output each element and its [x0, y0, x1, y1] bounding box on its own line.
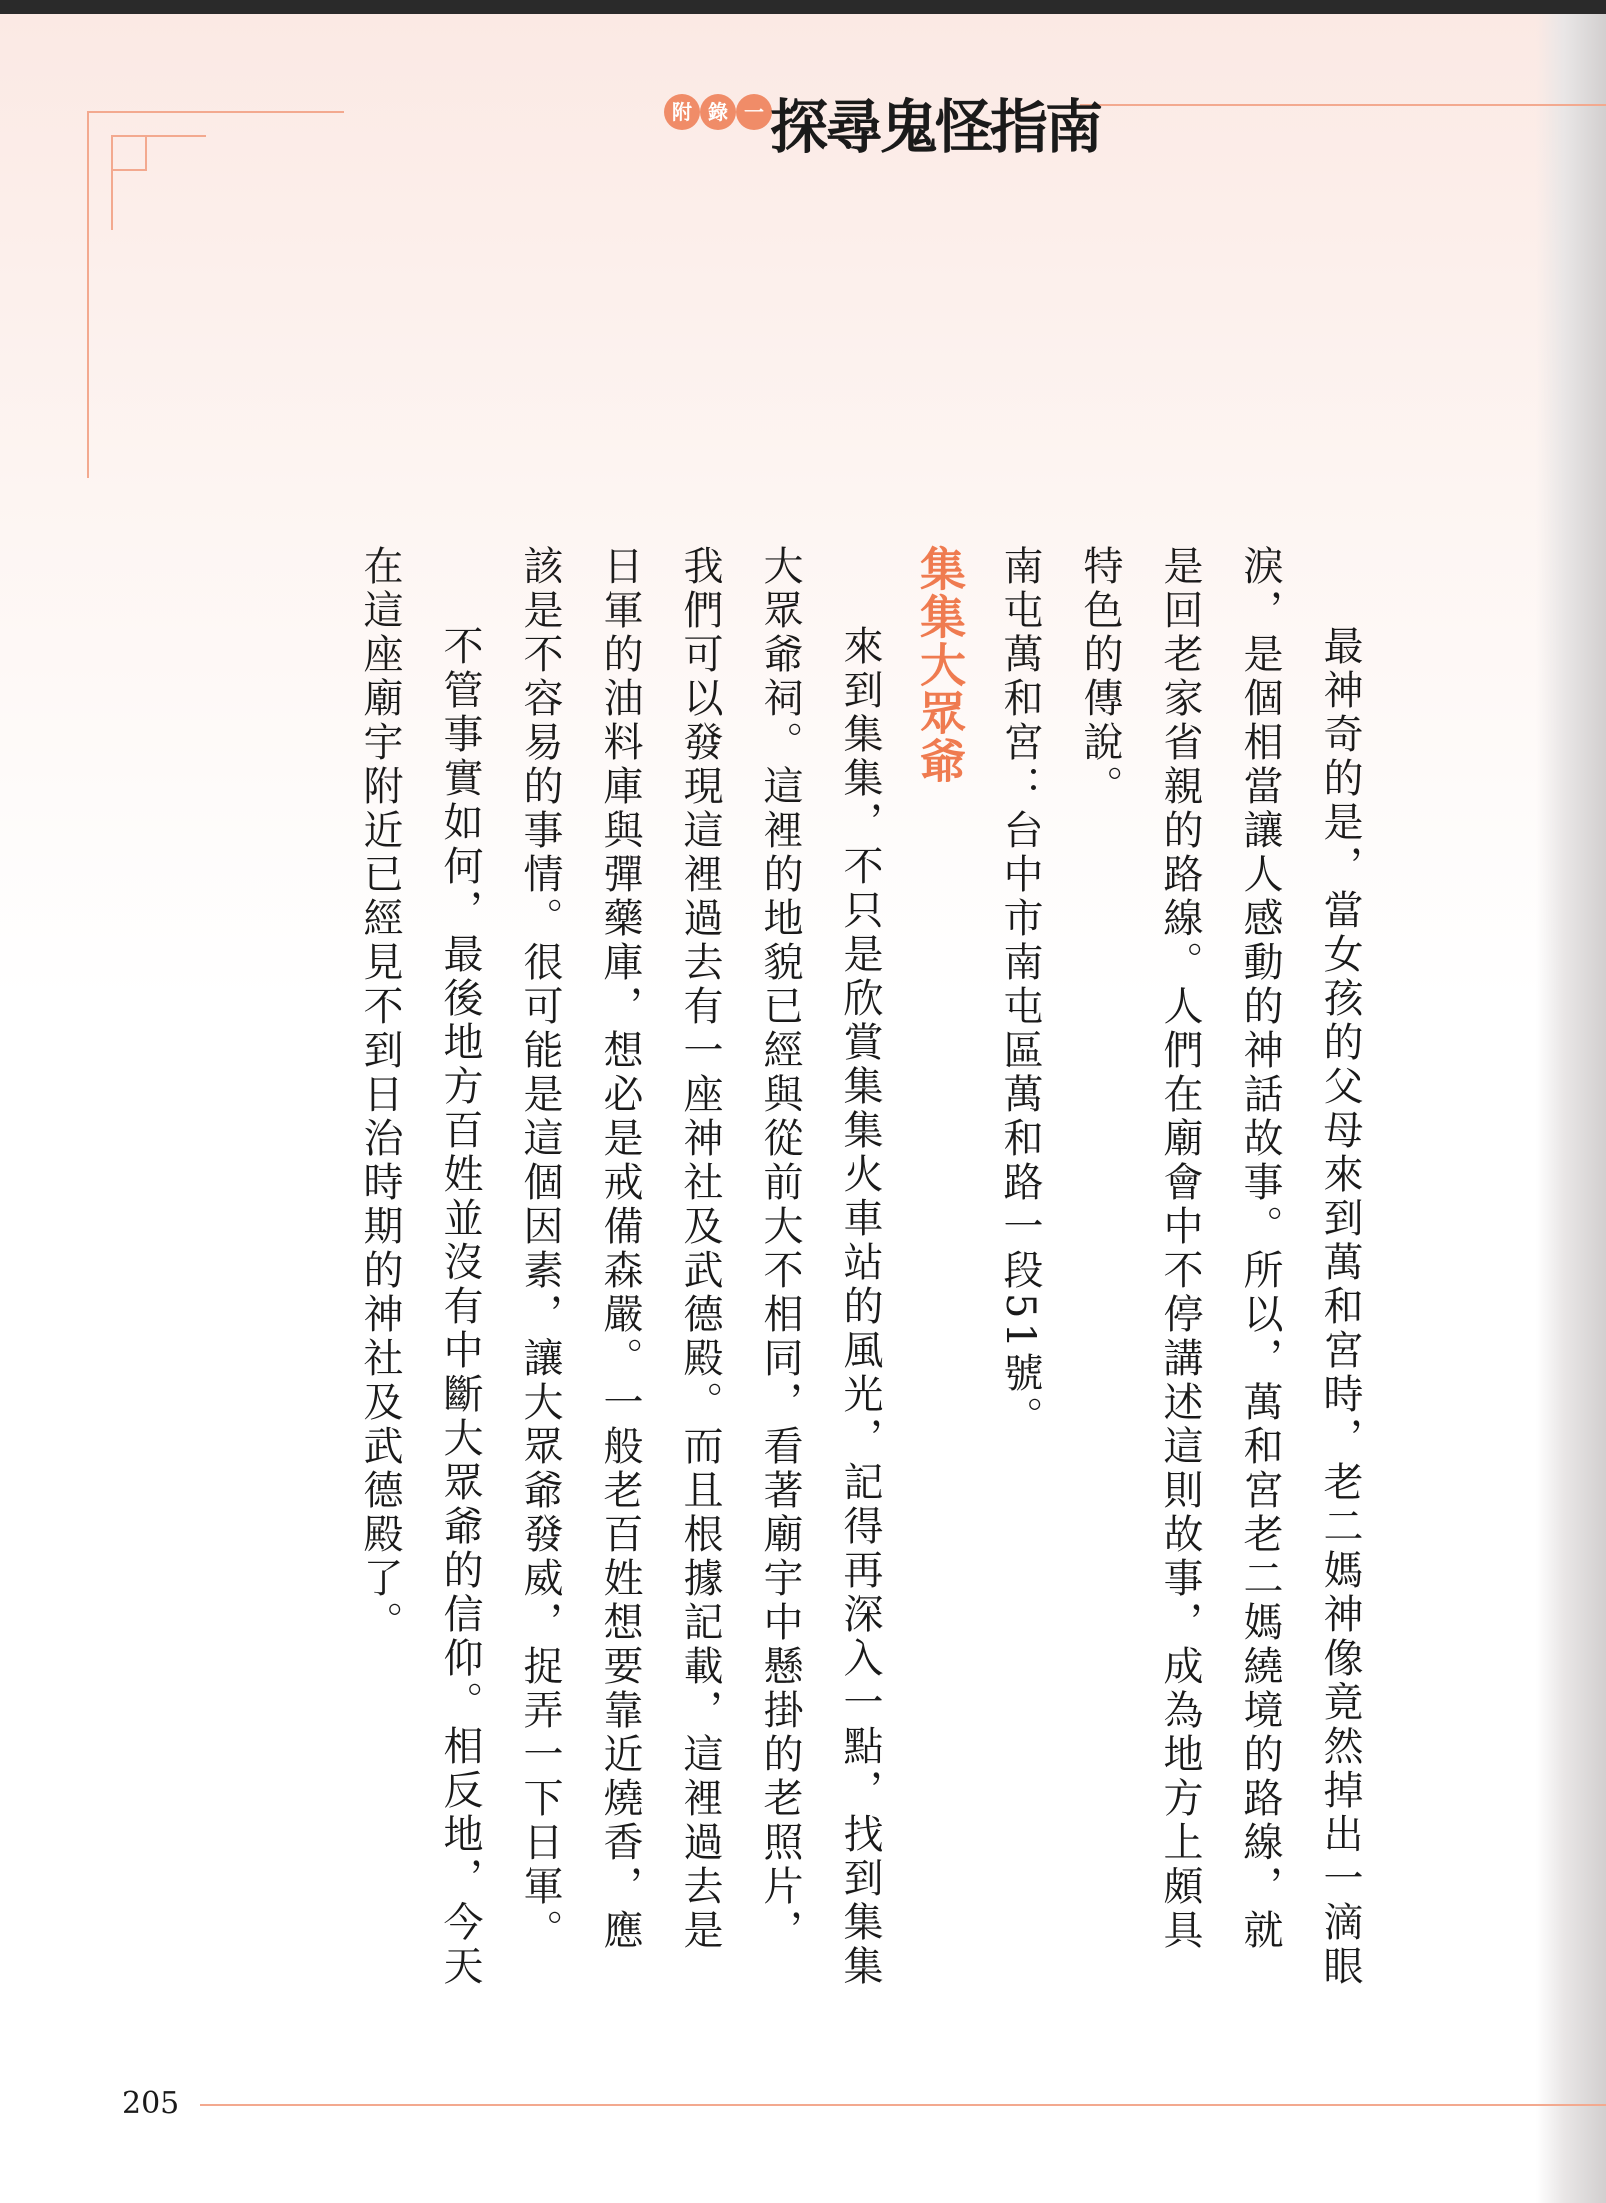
paragraph: 不管事實如何，最後地方百姓並沒有中斷大眾爺的信仰。相反地，今天在這座廟宇附近已經見不到日治時期的神社及武德殿了。 [357, 545, 483, 1989]
appendix-badge-3: 一 [736, 94, 772, 130]
corner-frame-ornament [86, 110, 346, 480]
section-title: 集集大眾爺 [913, 545, 967, 785]
page-edge-shadow [1536, 14, 1606, 2203]
footer-rule [200, 2104, 1606, 2106]
appendix-badge-2: 錄 [700, 94, 736, 130]
address-line: 南屯萬和宮：台中市南屯區萬和路一段51號。 [997, 545, 1043, 1440]
paragraph: 最神奇的是，當女孩的父母來到萬和宮時，老二媽神像竟然掉出一滴眼淚，是個相當讓人感動的神話故事。所以，萬和宮老二媽繞境的路線，就是回老家省親的路線。人們在廟會中不停講述這則故事，成為地方上頗具特色的傳說。 [1077, 545, 1363, 1989]
appendix-badge-1: 附 [664, 94, 700, 130]
vertical-body-text [340, 545, 1380, 1995]
header-rule [1080, 104, 1606, 106]
header-title: 探尋鬼怪指南 [770, 93, 1101, 161]
paragraph: 來到集集，不只是欣賞集集火車站的風光，記得再深入一點，找到集集大眾爺祠。這裡的地貌已經與從前大不相同，看著廟宇中懸掛的老照片，我們可以發現這裡過去有一座神社及武德殿。而且根據記載，這裡過去是日軍的油料庫與彈藥庫，想必是戒備森嚴。一般老百姓想要靠近燒香，應該是不容易的事情。很可能是這個因素，讓大眾爺發威，捉弄一下日軍。 [517, 545, 883, 1989]
page-number: 205 [122, 2086, 180, 2121]
